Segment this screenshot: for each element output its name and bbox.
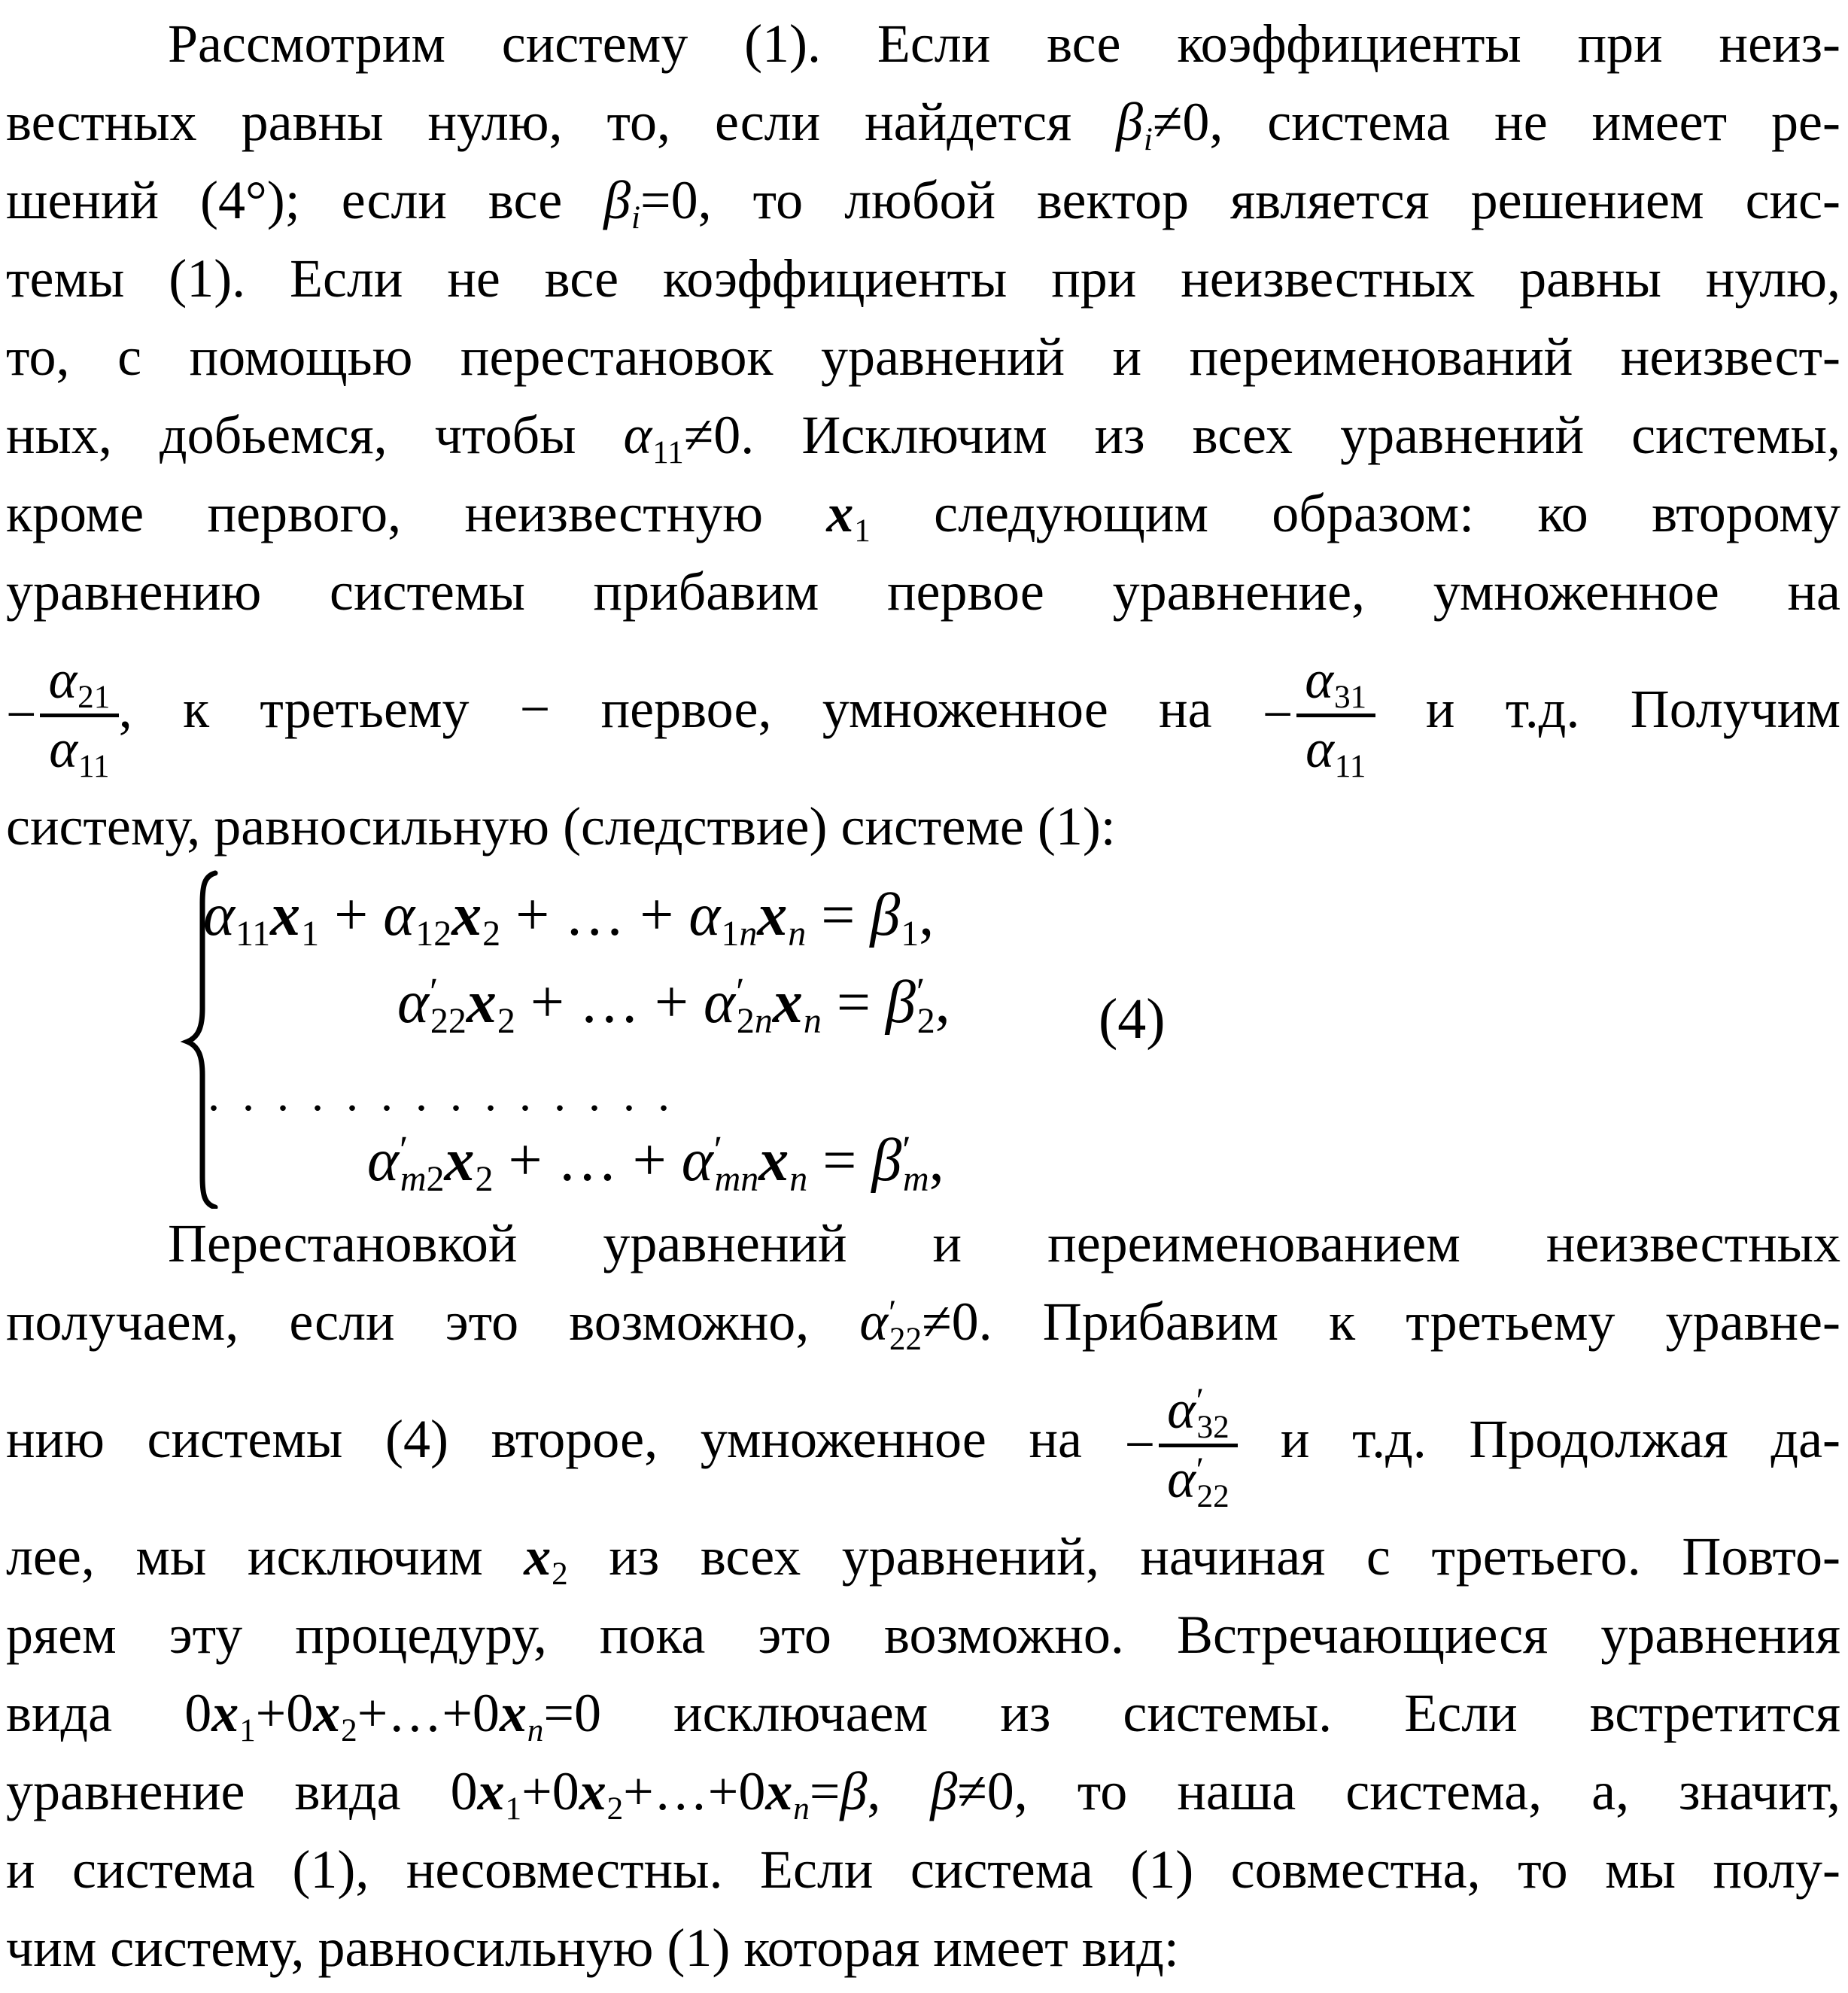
math-subscript: 22: [430, 1001, 467, 1042]
minus-sign: −: [1124, 1414, 1156, 1475]
math-subscript: 2: [482, 914, 501, 954]
math-variable: α: [383, 882, 415, 948]
text-line: лее, мы исключим x2 из всех уравнений, начиная с третьего. Повто-: [6, 1526, 1841, 1592]
text-line: получаем, если это возможно, α′22≠0. Прибавим к третьему уравне-: [6, 1292, 1840, 1357]
math-variable: α: [397, 969, 429, 1036]
text-line: чим систему, равносильную (1) которая имеет вид:: [6, 1918, 1179, 1978]
fraction-numerator: [1296, 650, 1375, 717]
math-subscript: 1: [854, 513, 871, 549]
fraction-numerator: [40, 650, 119, 717]
math-variable: x: [579, 1761, 606, 1821]
math-variable: x: [451, 882, 482, 948]
math-variable: x: [477, 1761, 505, 1821]
ellipsis-row: ..............: [208, 1067, 692, 1121]
math-subscript: 22: [1196, 1478, 1229, 1514]
math-subscript: 12: [415, 914, 452, 954]
fraction-stack: [40, 650, 119, 784]
text-line: шений (4°); если все βi=0, то любой вектор является решением сис-: [6, 170, 1840, 236]
text-line: вестных равны нулю, то, если найдется βi≠0, система не имеет ре-: [6, 92, 1840, 157]
equation-number: (4): [1099, 987, 1166, 1051]
fraction-denominator: [41, 717, 118, 784]
fraction-stack: [1159, 1380, 1239, 1514]
math-variable: x: [499, 1683, 527, 1743]
math-subscript: 11: [652, 434, 684, 470]
math-subscript: 31: [1333, 680, 1367, 716]
text-line: уравнению системы прибавим первое уравнение, умноженное на: [6, 561, 1840, 622]
minus-sign: −: [6, 684, 37, 745]
math-variable: β: [870, 882, 901, 948]
math-subscript: n: [527, 1712, 544, 1748]
math-variable: β: [930, 1761, 958, 1821]
fraction-denominator: [1159, 1447, 1239, 1514]
math-subscript: m: [903, 1159, 929, 1200]
math-fraction: [1125, 1366, 1239, 1523]
math-variable: α: [704, 969, 736, 1036]
equation-system-4: [6, 866, 1840, 1204]
math-subscript: 1: [505, 1791, 522, 1827]
math-variable: α: [688, 882, 721, 948]
math-variable: β: [603, 170, 631, 230]
math-subscript: n: [793, 1791, 810, 1827]
math-subscript: n: [803, 1001, 822, 1042]
math-variable: x: [313, 1683, 341, 1743]
math-subscript: i: [631, 199, 640, 236]
math-subscript: n: [789, 1159, 808, 1200]
math-fraction: [6, 636, 119, 793]
math-variable: α: [49, 718, 78, 779]
math-subscript: n: [788, 914, 807, 954]
text-line: темы (1). Если не все коэффициенты при неизвестных равны нулю,: [6, 248, 1840, 309]
math-subscript: 1: [901, 914, 919, 954]
math-subscript: 2: [497, 1001, 515, 1042]
text-line: ных, добьемся, чтобы α11≠0. Исключим из всех уравнений системы,: [6, 405, 1840, 470]
math-subscript: 2: [552, 1556, 568, 1592]
math-subscript: 11: [1334, 748, 1366, 784]
math-variable: x: [772, 969, 803, 1036]
paragraph-1: [6, 5, 1840, 866]
paragraph-2: [6, 1204, 1840, 1987]
math-variable: α: [1305, 718, 1334, 779]
math-prime: ′: [1196, 1450, 1205, 1489]
fraction-denominator: [1297, 717, 1375, 784]
math-variable: β: [885, 969, 916, 1036]
text-line: уравнение вида 0x1+0x2+…+0xn=β, β≠0, то наша система, а, значит,: [6, 1761, 1841, 1827]
math-prime: ′: [916, 970, 926, 1014]
fraction-numerator: [1159, 1380, 1239, 1447]
math-subscript: 32: [1196, 1410, 1229, 1446]
math-variable: α: [1305, 650, 1334, 710]
math-variable: x: [758, 1127, 789, 1194]
math-variable: x: [757, 882, 788, 948]
math-subscript: 21: [78, 680, 111, 716]
math-variable: x: [466, 969, 497, 1036]
math-fraction: [1263, 636, 1375, 793]
text-line: вида 0x1+0x2+…+0xn=0 исключаем из системы. Если встретится: [6, 1683, 1840, 1748]
math-variable: x: [270, 882, 301, 948]
math-variable: α: [681, 1127, 713, 1194]
math-prime: ′: [430, 970, 439, 1014]
text-line: Рассмотрим систему (1). Если все коэффициенты при неиз-: [168, 14, 1840, 74]
math-subscript: m2: [400, 1159, 445, 1200]
math-variable: α: [1167, 1380, 1196, 1441]
math-prime: ′: [889, 1292, 897, 1332]
math-subscript: mn: [714, 1159, 759, 1200]
text-line: систему, равносильную (следствие) системе (1):: [6, 796, 1116, 857]
math-subscript: 1: [301, 914, 320, 954]
math-variable: x: [444, 1127, 475, 1194]
equation-row-m: α′m2x2 + … + α′mnxn = β′m,: [367, 1127, 944, 1200]
math-variable: α: [367, 1127, 399, 1194]
math-subscript: 2: [341, 1712, 357, 1748]
text-line: то, с помощью перестановок уравнений и переименований неизвест-: [6, 327, 1840, 387]
math-subscript: 2: [606, 1791, 624, 1827]
math-variable: α: [623, 405, 652, 465]
math-prime: ′: [1196, 1381, 1205, 1421]
math-variable: β: [1116, 92, 1143, 152]
math-prime: ′: [713, 1128, 723, 1172]
math-variable: x: [524, 1526, 552, 1587]
math-subscript: 1: [239, 1712, 256, 1748]
math-subscript: 1n: [721, 914, 758, 954]
math-subscript: 2: [916, 1001, 935, 1042]
text-line-with-fraction: нию системы (4) второе, умноженное на − $\frac{\alpha'32}{\alpha'22}$ и т.д. Продолжая да-: [6, 1361, 1840, 1517]
math-subscript: 2: [475, 1159, 494, 1200]
math-variable: α: [48, 650, 78, 710]
text-line: ряем эту процедуру, пока это возможно. Встречающиеся уравнения: [6, 1605, 1840, 1665]
math-variable: α: [203, 882, 235, 948]
math-subscript: 22: [889, 1321, 922, 1357]
math-prime: ′: [736, 970, 745, 1014]
math-variable: β: [871, 1127, 902, 1194]
text-line-with-fractions: − $\frac{\alpha 21}{\alpha 11}$ , к третьему − первое, умноженное на − $\frac{\alpha 31}{\alpha 11}$ и т.д. Получим: [6, 631, 1840, 787]
math-variable: x: [211, 1683, 239, 1743]
fraction-stack: [1296, 650, 1375, 784]
minus-sign: −: [1262, 684, 1293, 745]
equation-row-1: α11x1 + α12x2 + … + α1nxn = β1,: [203, 882, 935, 954]
math-variable: α: [1167, 1448, 1196, 1509]
math-variable: x: [826, 483, 854, 543]
math-prime: ′: [902, 1128, 911, 1172]
text-line: кроме первого, неизвестную x1 следующим образом: ко второму: [6, 483, 1840, 549]
equation-row-2: α′22x2 + … + α′2nxn = β′2,: [397, 969, 950, 1042]
math-subscript: i: [1143, 121, 1153, 157]
math-variable: β: [840, 1761, 868, 1821]
math-variable: α: [859, 1292, 889, 1352]
math-subscript: 11: [235, 914, 271, 954]
math-variable: x: [765, 1761, 793, 1821]
math-prime: ′: [400, 1128, 409, 1172]
math-subscript: 11: [78, 748, 110, 784]
math-subscript: 2n: [736, 1001, 773, 1042]
text-line: и система (1), несовместны. Если система (1) совместна, то мы полу-: [6, 1839, 1840, 1900]
text-line: Перестановкой уравнений и переименованием неизвестных: [168, 1213, 1840, 1273]
